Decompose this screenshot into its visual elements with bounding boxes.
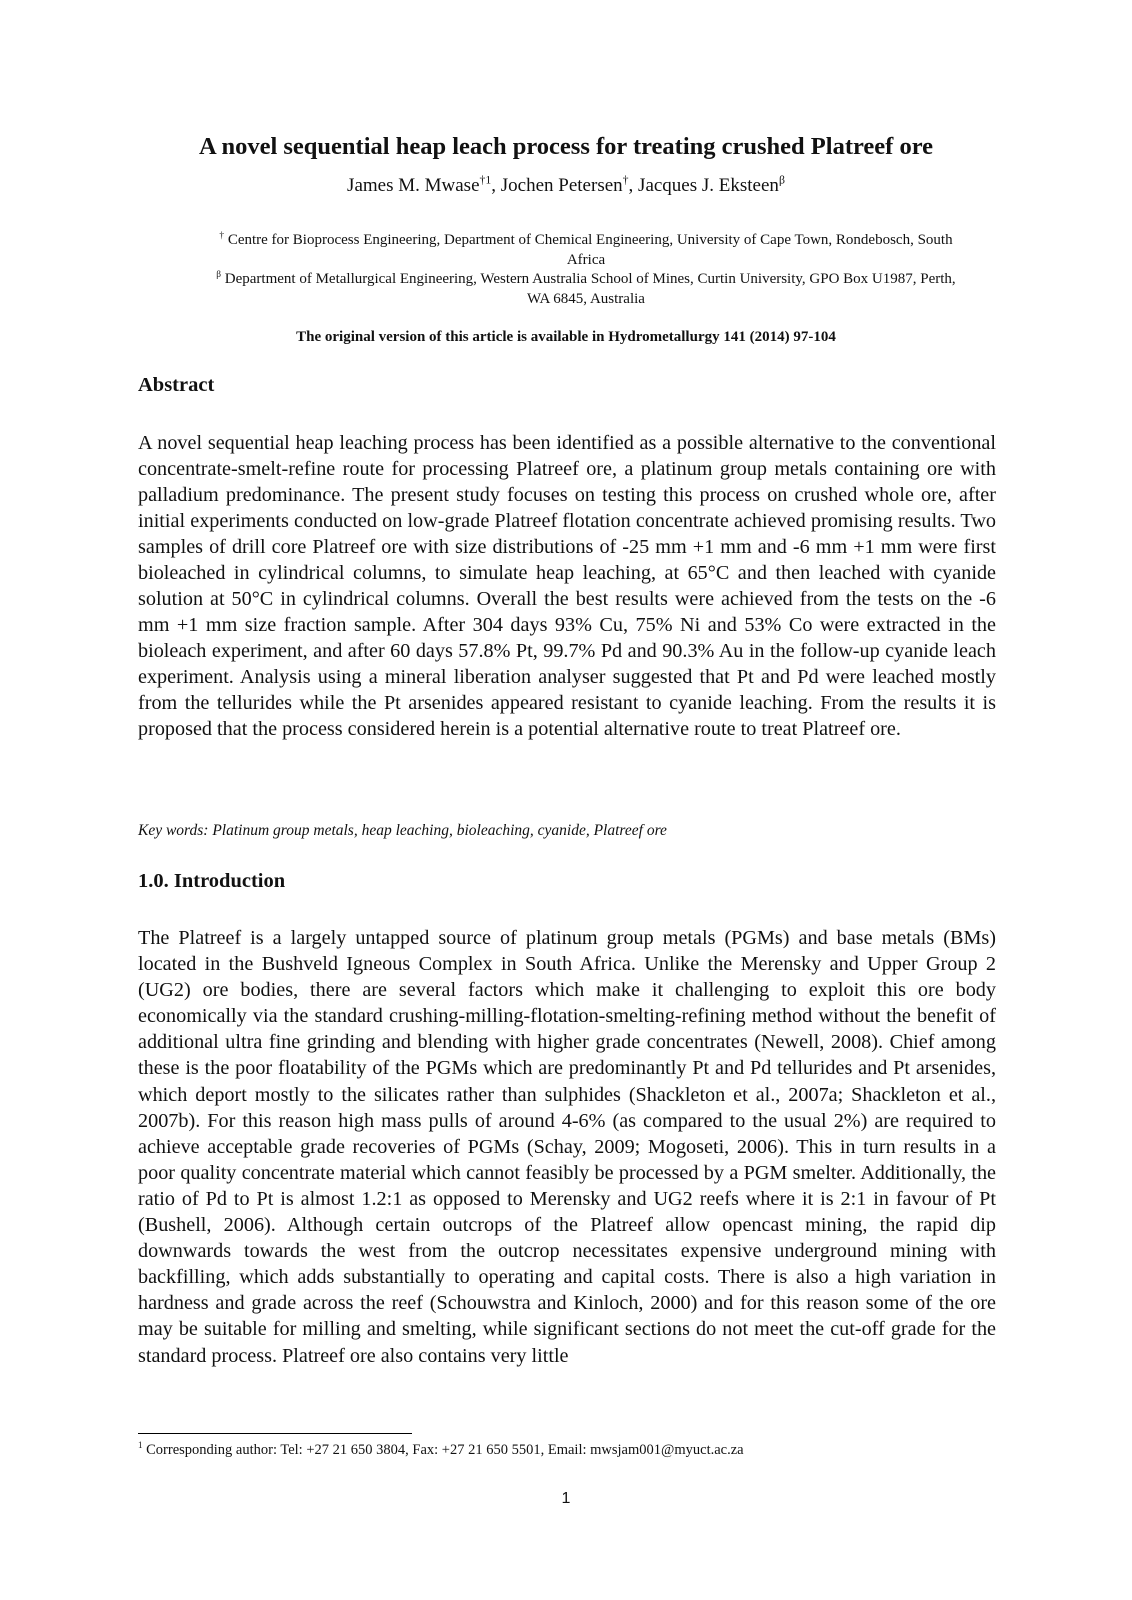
author-mark: β [778,173,785,187]
footnote [138,1442,744,1459]
author-name: James M. Mwase [347,175,480,196]
introduction-heading: 1.0. Introduction [138,870,286,892]
paper-title: A novel sequential heap leach process for treating crushed Platreef ore [198,133,934,160]
footnote-mark: 1 [138,1440,143,1451]
affiliation [210,231,962,270]
author-name: Jacques J. Eksteen [638,175,779,196]
keywords: Key words: Platinum group metals, heap leaching, bioleaching, cyanide, Platreef ore [138,822,667,839]
affiliation-text: Department of Metallurgical Engineering, Western Australia School of Mines, Curtin University, GPO Box U1987, Perth, WA 6845, Australia [221,271,956,307]
affiliations [210,231,962,309]
introduction-body: The Platreef is a largely untapped source of platinum group metals (PGMs) and base metals (BMs) located in the Bushveld Igneous Complex in South Africa. Unlike the Merensky and Upper Group 2 (UG2) ore bodies, there are several factors which make it challenging to exploit this ore body economically via the standard crushing-milling-flotation-smelting-refining method without the benefit of additional ultra fine grinding and blending with higher grade concentrates (Newell, 2008). Chief among these is the poor floatability of the PGMs which are predominantly Pt and Pd tellurides and Pt arsenides, which deport mostly to the silicates rather than sulphides (Shackleton et al., 2007a; Shackleton et al., 2007b). For this reason high mass pulls of around 4-6% (as compared to the usual 2%) are required to achieve acceptable grade recoveries of PGMs (Schay, 2009; Mogoseti, 2006). This in turn results in a poor quality concentrate material which cannot feasibly be processed by a PGM smelter. Additionally, the ratio of Pd to Pt is almost 1.2:1 as opposed to Merensky and UG2 reefs where it is 2:1 in favour of Pt (Bushell, 2006). Although certain outcrops of the Platreef allow opencast mining, the rapid dip downwards towards the west from the outcrop necessitates expensive underground mining with backfilling, which adds substantially to operating and capital costs. There is also a high variation in hardness and grade across the reef (Schouwstra and Kinloch, 2000) and for this reason some of the ore may be suitable for milling and smelting, while significant sections do not meet the cut-off grade for the standard process. Platreef ore also contains very little [138,927,996,1367]
footnote-text: Corresponding author: Tel: +27 21 650 3804, Fax: +27 21 650 5501, Email: mwsjam001@myuct.ac.za [142,1442,744,1458]
footnote-divider [138,1433,412,1434]
abstract-body: A novel sequential heap leaching process has been identified as a possible alternative to the conventional concentrate-smelt-refine route for processing Platreef ore, a platinum group metals containing ore with palladium predominance. The present study focuses on testing this process on crushed whole ore, after initial experiments conducted on low-grade Platreef flotation concentrate achieved promising results. Two samples of drill core Platreef ore with size distributions of -25 mm +1 mm and -6 mm +1 mm were first bioleached in cylindrical columns, to simulate heap leaching, at 65°C and then leached with cyanide solution at 50°C in cylindrical columns. Overall the best results were achieved from the tests on the -6 mm +1 mm size fraction sample. After 304 days 93% Cu, 75% Ni and 53% Co were extracted in the bioleach experiment, and after 60 days 57.8% Pt, 99.7% Pd and 90.3% Au in the follow-up cyanide leach experiment. Analysis using a mineral liberation analyser suggested that Pt and Pd were leached mostly from the tellurides while the Pt arsenides appeared resistant to cyanide leaching. From the results it is proposed that the process considered herein is a potential alternative route to treat Platreef ore. [138,432,996,740]
author-name: Jochen Petersen [500,175,623,196]
affiliation-mark: β [216,270,222,280]
affiliation [210,270,962,309]
abstract-heading: Abstract [138,374,215,396]
author-mark: †1 [479,173,492,187]
author-separator: , [491,175,501,196]
affiliation-mark: † [219,231,225,241]
author-separator: , [628,175,639,196]
affiliation-text: Centre for Bioprocess Engineering, Department of Chemical Engineering, University of Cape Town, Rondebosch, South Africa [224,232,953,268]
availability-note: The original version of this article is available in Hydrometallurgy 141 (2014) 97-104 [296,329,836,345]
author-list [0,175,1132,197]
author-mark: † [622,173,629,187]
page-number: 1 [561,1490,571,1507]
